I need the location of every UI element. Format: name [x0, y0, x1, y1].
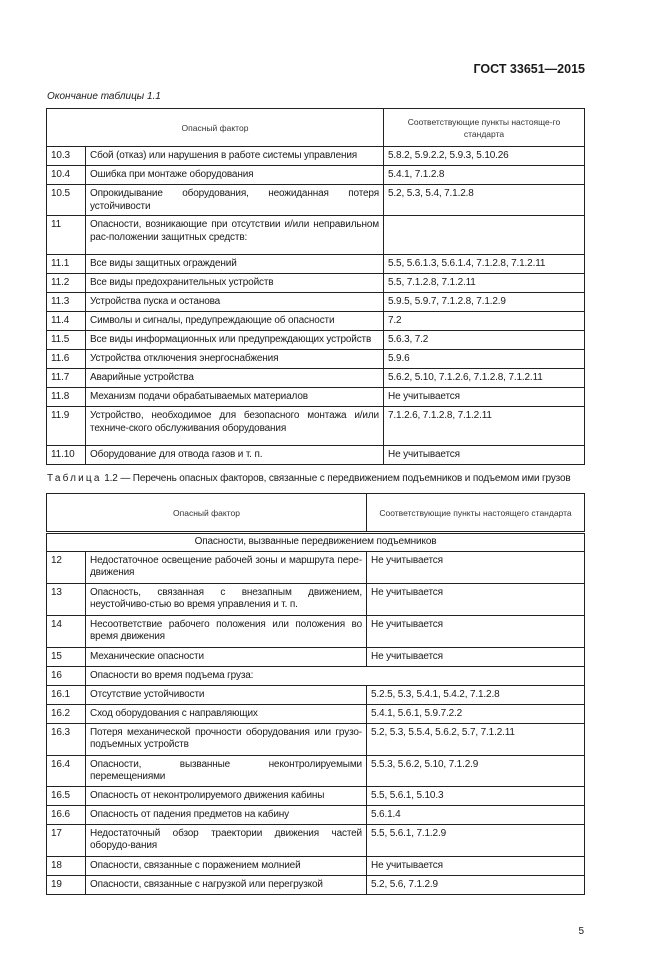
document-standard-number: ГОСТ 33651—2015 [473, 62, 585, 76]
row-number: 16.1 [47, 685, 86, 704]
row-number: 16 [47, 666, 86, 685]
table-row [47, 824, 585, 856]
row-number: 11.9 [47, 407, 86, 446]
row-number: 16.4 [47, 755, 86, 786]
hazard-factor: Все виды защитных ограждений [86, 255, 384, 274]
table-row [47, 704, 585, 723]
row-number: 11.4 [47, 312, 86, 331]
row-number: 10.5 [47, 185, 86, 216]
hazard-factor: Сход оборудования с направляющих [86, 704, 367, 723]
hazard-factor: Все виды информационных или предупреждающих устройств [86, 331, 384, 350]
hazard-factor: Устройства пуска и останова [86, 293, 384, 312]
hazard-factor: Механизм подачи обрабатываемых материалов [86, 388, 384, 407]
standard-clauses: Не учитывается [367, 647, 585, 666]
page-number: 5 [578, 925, 584, 937]
standard-clauses: Не учитывается [367, 615, 585, 647]
table-row [47, 166, 585, 185]
table-continuation-label: Окончание таблицы 1.1 [47, 91, 161, 102]
row-number: 11.5 [47, 331, 86, 350]
hazard-factor: Опасности во время подъема груза: [86, 666, 585, 685]
column-header-factor: Опасный фактор [47, 494, 367, 533]
row-number: 17 [47, 824, 86, 856]
row-number: 11.2 [47, 274, 86, 293]
row-number: 13 [47, 583, 86, 615]
hazard-factor: Ошибка при монтаже оборудования [86, 166, 384, 185]
hazard-factor: Опрокидывание оборудования, неожиданная потеря устойчивости [86, 185, 384, 216]
hazard-factor: Сбой (отказ) или нарушения в работе системы управления [86, 147, 384, 166]
standard-clauses: 5.6.1.4 [367, 805, 585, 824]
hazard-factor: Опасность, связанная с внезапным движением, неустойчиво-стью во время управления и т. п. [86, 583, 367, 615]
hazard-factor: Отсутствие устойчивости [86, 685, 367, 704]
table-row [47, 805, 585, 824]
standard-clauses: Не учитывается [367, 551, 585, 583]
standard-clauses: 5.6.3, 7.2 [384, 331, 585, 350]
row-number: 10.4 [47, 166, 86, 185]
row-number: 12 [47, 551, 86, 583]
hazard-factor: Символы и сигналы, предупреждающие об опасности [86, 312, 384, 331]
row-number: 16.3 [47, 723, 86, 755]
section-row [47, 533, 585, 552]
hazard-factor: Опасности, связанные с нагрузкой или перегрузкой [86, 875, 367, 894]
hazard-factor: Опасности, возникающие при отсутствии и/или неправильном рас-положении защитных средств: [86, 216, 384, 255]
table-row [47, 856, 585, 875]
hazard-factor: Опасности, связанные с поражением молнией [86, 856, 367, 875]
table-caption [47, 472, 584, 485]
row-number: 16.2 [47, 704, 86, 723]
standard-clauses: 5.2, 5.3, 5.5.4, 5.6.2, 5.7, 7.1.2.11 [367, 723, 585, 755]
row-number: 18 [47, 856, 86, 875]
hazard-factor: Устройство, необходимое для безопасного монтажа и/или техниче-ского обслуживания оборудования [86, 407, 384, 446]
standard-clauses: 5.9.5, 5.9.7, 7.1.2.8, 7.1.2.9 [384, 293, 585, 312]
table-row [47, 755, 585, 786]
standard-clauses: 5.2, 5.6, 7.1.2.9 [367, 875, 585, 894]
row-number: 10.3 [47, 147, 86, 166]
hazard-factor: Механические опасности [86, 647, 367, 666]
hazard-factor: Опасность от неконтролируемого движения кабины [86, 786, 367, 805]
row-number: 19 [47, 875, 86, 894]
hazard-factor: Недостаточное освещение рабочей зоны и маршрута пере-движения [86, 551, 367, 583]
table-row [47, 647, 585, 666]
standard-clauses: 5.4.1, 7.1.2.8 [384, 166, 585, 185]
table-row [47, 312, 585, 331]
caption-text: 1.2 — Перечень опасных факторов, связанные с передвижением подъемников и подъемом ими грузов [104, 473, 571, 484]
standard-clauses: 5.2.5, 5.3, 5.4.1, 5.4.2, 7.1.2.8 [367, 685, 585, 704]
row-number: 11.7 [47, 369, 86, 388]
standard-clauses: Не учитывается [367, 583, 585, 615]
standard-clauses: 7.1.2.6, 7.1.2.8, 7.1.2.11 [384, 407, 585, 446]
table-row [47, 407, 585, 446]
column-header-clauses: Соответствующие пункты настоящего стандарта [367, 494, 585, 533]
row-number: 16.6 [47, 805, 86, 824]
standard-clauses: 5.5.3, 5.6.2, 5.10, 7.1.2.9 [367, 755, 585, 786]
table-row [47, 216, 585, 255]
table-row [47, 685, 585, 704]
table-row [47, 551, 585, 583]
row-number: 11.10 [47, 446, 86, 465]
standard-clauses: 5.9.6 [384, 350, 585, 369]
hazard-factor: Недостаточный обзор траектории движения частей оборудо-вания [86, 824, 367, 856]
hazards-table-1-2 [46, 493, 585, 895]
column-header-factor: Опасный фактор [47, 109, 384, 147]
standard-clauses [384, 216, 585, 255]
hazard-factor: Все виды предохранительных устройств [86, 274, 384, 293]
hazards-table-1-1 [46, 108, 585, 465]
table-row [47, 369, 585, 388]
row-number: 11 [47, 216, 86, 255]
table-row [47, 583, 585, 615]
table-row [47, 446, 585, 465]
table-row [47, 388, 585, 407]
standard-clauses: 5.5, 7.1.2.8, 7.1.2.11 [384, 274, 585, 293]
hazard-factor: Опасности, вызванные неконтролируемыми перемещениями [86, 755, 367, 786]
table-header-row [47, 494, 585, 533]
row-number: 16.5 [47, 786, 86, 805]
table-row [47, 350, 585, 369]
table-row [47, 875, 585, 894]
row-number: 11.1 [47, 255, 86, 274]
table-row [47, 331, 585, 350]
row-number: 15 [47, 647, 86, 666]
standard-clauses: 5.5, 5.6.1, 7.1.2.9 [367, 824, 585, 856]
hazard-factor: Устройства отключения энергоснабжения [86, 350, 384, 369]
row-number: 11.8 [47, 388, 86, 407]
column-header-clauses: Соответствующие пункты настояще-го стандарта [384, 109, 585, 147]
section-title: Опасности, вызванные передвижением подъемников [47, 533, 585, 552]
standard-clauses: 5.6.2, 5.10, 7.1.2.6, 7.1.2.8, 7.1.2.11 [384, 369, 585, 388]
table-row [47, 293, 585, 312]
table-row [47, 185, 585, 216]
standard-clauses: Не учитывается [384, 446, 585, 465]
hazard-factor: Аварийные устройства [86, 369, 384, 388]
row-number: 11.6 [47, 350, 86, 369]
hazard-factor: Оборудование для отвода газов и т. п. [86, 446, 384, 465]
standard-clauses: 5.2, 5.3, 5.4, 7.1.2.8 [384, 185, 585, 216]
hazard-factor: Опасность от падения предметов на кабину [86, 805, 367, 824]
document-page [46, 0, 584, 958]
standard-clauses: 7.2 [384, 312, 585, 331]
standard-clauses: 5.5, 5.6.1.3, 5.6.1.4, 7.1.2.8, 7.1.2.11 [384, 255, 585, 274]
caption-word: Таблица [47, 473, 102, 484]
standard-clauses: Не учитывается [367, 856, 585, 875]
hazard-factor: Несоответствие рабочего положения или положения во время движения [86, 615, 367, 647]
table-row [47, 147, 585, 166]
table-header-row [47, 109, 585, 147]
standard-clauses: 5.8.2, 5.9.2.2, 5.9.3, 5.10.26 [384, 147, 585, 166]
table-row [47, 666, 585, 685]
table-row [47, 255, 585, 274]
row-number: 11.3 [47, 293, 86, 312]
row-number: 14 [47, 615, 86, 647]
standard-clauses: 5.4.1, 5.6.1, 5.9.7.2.2 [367, 704, 585, 723]
hazard-factor: Потеря механической прочности оборудования или грузо-подъемных устройств [86, 723, 367, 755]
table-row [47, 723, 585, 755]
standard-clauses: 5.5, 5.6.1, 5.10.3 [367, 786, 585, 805]
table-row [47, 274, 585, 293]
table-row [47, 786, 585, 805]
table-row [47, 615, 585, 647]
standard-clauses: Не учитывается [384, 388, 585, 407]
